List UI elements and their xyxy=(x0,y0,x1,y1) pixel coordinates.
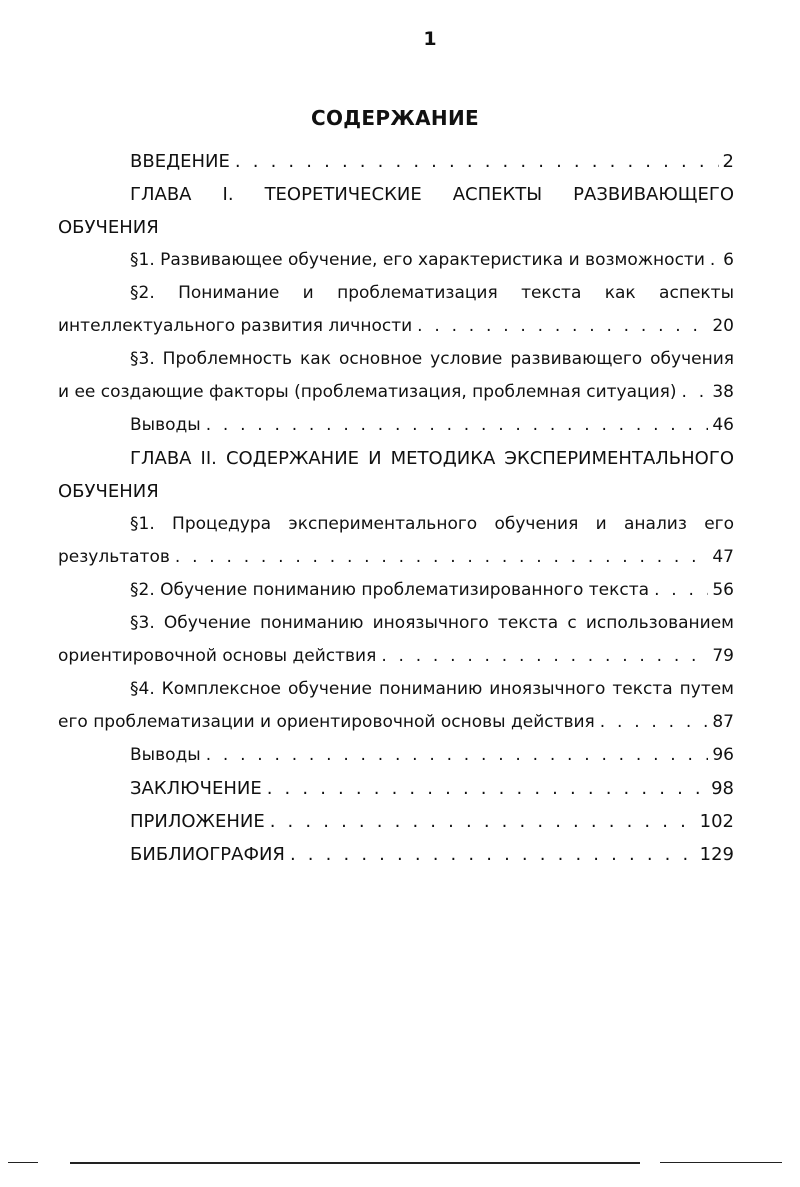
toc-entry-ch1-s1 xyxy=(58,244,734,277)
dot-leader xyxy=(270,805,696,838)
toc-entry-label: ВВЕДЕНИЕ xyxy=(130,151,230,172)
toc-entry-ch2-s4: §4. Комплексное обучение пониманию иноязычного текста путем xyxy=(130,679,734,699)
toc-entry-ch2-conclusions xyxy=(58,739,734,772)
toc-entry-page: 20 xyxy=(712,316,734,336)
chapter-1-heading-cont: ОБУЧЕНИЯ xyxy=(58,217,159,238)
toc-entry-page: 6 xyxy=(723,250,734,270)
dot-leader xyxy=(267,772,707,805)
toc-entry-label: ориентировочной основы действия xyxy=(58,646,377,666)
dot-leader xyxy=(600,706,709,739)
toc-entry-conclusion xyxy=(58,772,734,805)
dot-leader xyxy=(654,574,708,607)
toc-entry-label: Выводы xyxy=(130,415,201,435)
toc-entry-label: Выводы xyxy=(130,745,201,765)
toc-entry-page: 38 xyxy=(712,382,734,402)
toc-entry-label: §2. Обучение пониманию проблематизированного текста xyxy=(130,580,650,600)
toc-entry-ch2-s4-cont xyxy=(58,706,734,739)
toc-entry-ch1-s2-cont xyxy=(58,310,734,343)
chapter-2-heading-cont: ОБУЧЕНИЯ xyxy=(58,481,159,502)
toc-entry-ch2-s3: §3. Обучение пониманию иноязычного текста с использованием xyxy=(130,613,734,633)
dot-leader xyxy=(206,409,709,442)
dot-leader xyxy=(290,838,696,871)
chapter-2-heading: ГЛАВА II. СОДЕРЖАНИЕ И МЕТОДИКА ЭКСПЕРИМЕНТАЛЬНОГО xyxy=(130,448,734,469)
toc-entry-page: 87 xyxy=(712,712,734,732)
toc-entry-ch1-conclusions xyxy=(58,409,734,442)
chapter-1-heading: ГЛАВА I. ТЕОРЕТИЧЕСКИЕ АСПЕКТЫ РАЗВИВАЮЩЕГО xyxy=(130,184,734,205)
dot-leader xyxy=(682,376,709,409)
bottom-rule xyxy=(8,1162,38,1163)
toc-entry-page: 56 xyxy=(712,580,734,600)
bottom-rule xyxy=(70,1162,640,1164)
toc-entry-label: и ее создающие факторы (проблематизация, проблемная ситуация) xyxy=(58,382,677,402)
toc-entry-label: ЗАКЛЮЧЕНИЕ xyxy=(130,778,262,799)
page-title: СОДЕРЖАНИЕ xyxy=(311,106,479,130)
toc-entry-ch2-s3-cont xyxy=(58,640,734,673)
dot-leader xyxy=(417,310,708,343)
toc-entry-page: 47 xyxy=(712,547,734,567)
toc-entry-appendix xyxy=(58,805,734,838)
toc-entry-page: 98 xyxy=(711,778,734,799)
toc-entry-page: 46 xyxy=(712,415,734,435)
toc-entry-ch2-s1-cont xyxy=(58,541,734,574)
toc-entry-bibliography xyxy=(58,838,734,871)
bottom-rule xyxy=(660,1162,782,1163)
toc-entry-ch1-s3-cont xyxy=(58,376,734,409)
toc-entry-label: §1. Развивающее обучение, его характеристика и возможности xyxy=(130,250,705,270)
toc-entry-page: 2 xyxy=(722,151,734,172)
toc-entry-label: интеллектуального развития личности xyxy=(58,316,413,336)
toc-entry-page: 96 xyxy=(712,745,734,765)
toc-entry-page: 129 xyxy=(699,844,734,865)
toc-entry-intro xyxy=(58,145,734,178)
toc-entry-ch1-s2: §2. Понимание и проблематизация текста как аспекты xyxy=(130,283,734,303)
table-of-contents xyxy=(58,145,734,871)
toc-entry-ch2-s2 xyxy=(58,574,734,607)
toc-entry-label: ПРИЛОЖЕНИЕ xyxy=(130,811,265,832)
dot-leader xyxy=(710,244,719,277)
toc-entry-ch1-s3: §3. Проблемность как основное условие развивающего обучения xyxy=(130,349,734,369)
toc-entry-label: его проблематизации и ориентировочной основы действия xyxy=(58,712,595,732)
dot-leader xyxy=(175,541,708,574)
toc-entry-page: 79 xyxy=(712,646,734,666)
dot-leader xyxy=(235,145,719,178)
toc-entry-page: 102 xyxy=(699,811,734,832)
toc-entry-ch2-s1: §1. Процедура экспериментального обучения и анализ его xyxy=(130,514,734,534)
dot-leader xyxy=(206,739,709,772)
toc-entry-label: результатов xyxy=(58,547,170,567)
page-number: 1 xyxy=(423,28,437,50)
toc-entry-label: БИБЛИОГРАФИЯ xyxy=(130,844,285,865)
dot-leader xyxy=(381,640,708,673)
